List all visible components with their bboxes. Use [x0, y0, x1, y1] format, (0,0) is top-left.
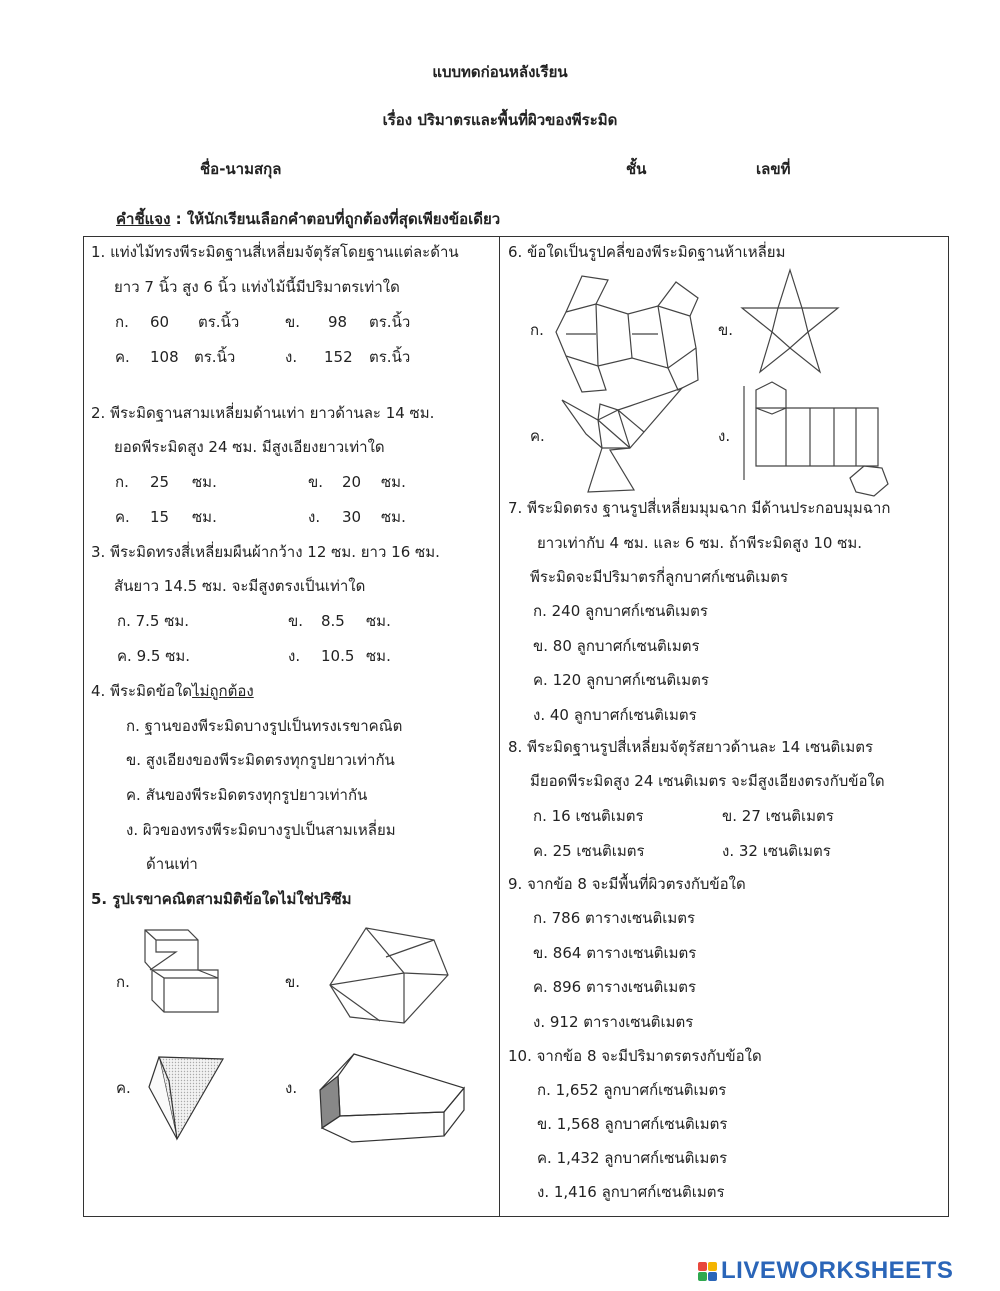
column-divider	[499, 236, 500, 1217]
q1-choice-b-unit: ตร.นิ้ว	[369, 313, 411, 331]
q3-choice-c[interactable]: ค. 9.5 ซม.	[117, 647, 191, 665]
q1-stem-line1: 1. แท่งไม้ทรงพีระมิดฐานสี่เหลี่ยมจัตุรัสโดยฐานแต่ละด้าน	[91, 243, 459, 261]
q3-choice-b-unit: ซม.	[366, 612, 391, 630]
q2-stem-line1: 2. พีระมิดฐานสามเหลี่ยมด้านเท่า ยาวด้านละ 14 ซม.	[91, 404, 435, 422]
q10-choice-c[interactable]: ค. 1,432 ลูกบาศก์เซนติเมตร	[537, 1149, 728, 1167]
q4-choice-b[interactable]: ข. สูงเอียงของพีระมิดตรงทุกรูปยาวเท่ากัน	[126, 751, 395, 769]
q2-choice-d-label[interactable]: ง.	[308, 508, 321, 526]
q9-choice-c[interactable]: ค. 896 ตารางเซนติเมตร	[533, 978, 697, 996]
q6-stem: 6. ข้อใดเป็นรูปคลี่ของพีระมิดฐานห้าเหลี่ยม	[508, 243, 786, 261]
q4-choice-d-line1[interactable]: ง. ผิวของทรงพีระมิดบางรูปเป็นสามเหลี่ยม	[126, 821, 396, 839]
instruction-text: : ให้นักเรียนเลือกคำตอบที่ถูกต้องที่สุดเพียงข้อเดียว	[170, 210, 501, 228]
q7-choice-a[interactable]: ก. 240 ลูกบาศก์เซนติเมตร	[533, 602, 708, 620]
q4-stem-emphasis: ไม่ถูกต้อง	[192, 682, 254, 700]
q1-choice-d-unit: ตร.นิ้ว	[369, 348, 411, 366]
q9-choice-d[interactable]: ง. 912 ตารางเซนติเมตร	[533, 1013, 694, 1031]
q1-choice-d-label[interactable]: ง.	[285, 348, 298, 366]
q6-net-d-figure[interactable]	[744, 380, 892, 498]
q2-choice-a-label[interactable]: ก.	[115, 473, 129, 491]
q4-stem-text: 4. พีระมิดข้อใด	[91, 682, 193, 700]
liveworksheets-logo-text: LIVEWORKSHEETS	[721, 1257, 954, 1284]
q5-choice-d[interactable]: ง.	[285, 1079, 298, 1097]
q5-choice-a[interactable]: ก.	[116, 973, 130, 991]
q5-stem: 5. รูปเรขาคณิตสามมิติข้อใดไม่ใช่ปริซึม	[91, 890, 352, 908]
q7-choice-d[interactable]: ง. 40 ลูกบาศก์เซนติเมตร	[533, 706, 697, 724]
q3-choice-d-unit: ซม.	[366, 647, 391, 665]
q1-stem-line2: ยาว 7 นิ้ว สูง 6 นิ้ว แท่งไม้นี้มีปริมาตรเท่าใด	[114, 278, 400, 296]
q5-figure-c-solid[interactable]	[147, 1055, 227, 1143]
q6-net-c-figure[interactable]	[558, 386, 684, 494]
q2-choice-b-label[interactable]: ข.	[308, 473, 324, 491]
q1-choice-c-label[interactable]: ค.	[115, 348, 130, 366]
q4-choice-d-line2: ด้านเท่า	[146, 855, 198, 873]
q6-choice-d[interactable]: ง.	[718, 427, 731, 445]
page-title: แบบทดก่อนหลังเรียน	[432, 63, 568, 81]
q2-choice-d-unit: ซม.	[381, 508, 406, 526]
class-label: ชั้น	[626, 160, 647, 178]
q2-choice-c-label[interactable]: ค.	[115, 508, 130, 526]
q2-choice-a-unit: ซม.	[192, 473, 217, 491]
q4-stem	[91, 681, 254, 701]
q8-choice-a[interactable]: ก. 16 เซนติเมตร	[533, 807, 644, 825]
q10-choice-a[interactable]: ก. 1,652 ลูกบาศก์เซนติเมตร	[537, 1081, 727, 1099]
q9-choice-b[interactable]: ข. 864 ตารางเซนติเมตร	[533, 944, 697, 962]
q6-choice-a[interactable]: ก.	[530, 321, 544, 339]
q3-stem-line2: สันยาว 14.5 ซม. จะมีสูงตรงเป็นเท่าใด	[114, 577, 366, 595]
q5-figure-a-solid[interactable]	[140, 926, 220, 1018]
q1-choice-b-value: 98	[328, 313, 348, 331]
q8-stem-line1: 8. พีระมิดฐานรูปสี่เหลี่ยมจัตุรัสยาวด้านละ 14 เซนติเมตร	[508, 738, 874, 756]
q7-stem-line3: พีระมิดจะมีปริมาตรกี่ลูกบาศก์เซนติเมตร	[530, 568, 789, 586]
q1-choice-b-label[interactable]: ข.	[285, 313, 301, 331]
q2-choice-b-unit: ซม.	[381, 473, 406, 491]
q6-net-b-figure[interactable]	[740, 268, 840, 378]
q1-choice-a-unit: ตร.นิ้ว	[198, 313, 240, 331]
q1-choice-c-value: 108	[150, 348, 179, 366]
q6-net-a-figure[interactable]	[552, 276, 702, 392]
q8-choice-c[interactable]: ค. 25 เซนติเมตร	[533, 842, 645, 860]
q2-choice-d-value: 30	[342, 508, 362, 526]
q4-choice-c[interactable]: ค. สันของพีระมิดตรงทุกรูปยาวเท่ากัน	[126, 786, 368, 804]
q3-choice-a[interactable]: ก. 7.5 ซม.	[117, 612, 190, 630]
q1-choice-c-unit: ตร.นิ้ว	[194, 348, 236, 366]
q3-choice-d-label[interactable]: ง.	[288, 647, 301, 665]
page-subtitle: เรื่อง ปริมาตรและพื้นที่ผิวของพีระมิด	[382, 111, 618, 129]
q8-stem-line2: มียอดพีระมิดสูง 24 เซนติเมตร จะมีสูงเอียงตรงกับข้อใด	[530, 772, 885, 790]
q5-figure-d-solid[interactable]	[316, 1050, 468, 1146]
q3-choice-b-value: 8.5	[321, 612, 345, 630]
q10-choice-b[interactable]: ข. 1,568 ลูกบาศก์เซนติเมตร	[537, 1115, 728, 1133]
instruction	[116, 207, 500, 231]
q7-choice-c[interactable]: ค. 120 ลูกบาศก์เซนติเมตร	[533, 671, 709, 689]
q2-choice-b-value: 20	[342, 473, 362, 491]
q8-choice-b[interactable]: ข. 27 เซนติเมตร	[722, 807, 834, 825]
q1-choice-a-label[interactable]: ก.	[115, 313, 129, 331]
q7-choice-b[interactable]: ข. 80 ลูกบาศก์เซนติเมตร	[533, 637, 700, 655]
q3-choice-b-label[interactable]: ข.	[288, 612, 304, 630]
q7-stem-line2: ยาวเท่ากับ 4 ซม. และ 6 ซม. ถ้าพีระมิดสูง 10 ซม.	[537, 534, 863, 552]
q1-choice-d-value: 152	[324, 348, 353, 366]
q2-choice-c-unit: ซม.	[192, 508, 217, 526]
q1-choice-a-value: 60	[150, 313, 170, 331]
q6-choice-b[interactable]: ข.	[718, 321, 734, 339]
q5-choice-c[interactable]: ค.	[116, 1079, 131, 1097]
liveworksheets-logo-icon	[698, 1262, 717, 1281]
name-label: ชื่อ-นามสกุล	[200, 160, 282, 178]
instruction-label: คำชี้แจง	[116, 210, 171, 228]
q9-choice-a[interactable]: ก. 786 ตารางเซนติเมตร	[533, 909, 696, 927]
q3-choice-d-value: 10.5	[321, 647, 355, 665]
q5-figure-b-solid[interactable]	[326, 925, 454, 1027]
q3-stem-line1: 3. พีระมิดทรงสี่เหลี่ยมผืนผ้ากว้าง 12 ซม. ยาว 16 ซม.	[91, 543, 440, 561]
q4-choice-a[interactable]: ก. ฐานของพีระมิดบางรูปเป็นทรงเรขาคณิต	[126, 717, 403, 735]
q7-stem-line1: 7. พีระมิดตรง ฐานรูปสี่เหลี่ยมมุมฉาก มีด้านประกอบมุมฉาก	[508, 499, 891, 517]
q9-stem: 9. จากข้อ 8 จะมีพื้นที่ผิวตรงกับข้อใด	[508, 875, 746, 893]
liveworksheets-logo[interactable]	[698, 1258, 953, 1284]
q8-choice-d[interactable]: ง. 32 เซนติเมตร	[722, 842, 831, 860]
q6-choice-c[interactable]: ค.	[530, 427, 545, 445]
q10-stem: 10. จากข้อ 8 จะมีปริมาตรตรงกับข้อใด	[508, 1047, 762, 1065]
q2-stem-line2: ยอดพีระมิดสูง 24 ซม. มีสูงเอียงยาวเท่าใด	[114, 438, 385, 456]
q2-choice-c-value: 15	[150, 508, 170, 526]
q5-choice-b[interactable]: ข.	[285, 973, 301, 991]
q10-choice-d[interactable]: ง. 1,416 ลูกบาศก์เซนติเมตร	[537, 1183, 725, 1201]
q2-choice-a-value: 25	[150, 473, 170, 491]
number-label: เลขที่	[756, 160, 791, 178]
